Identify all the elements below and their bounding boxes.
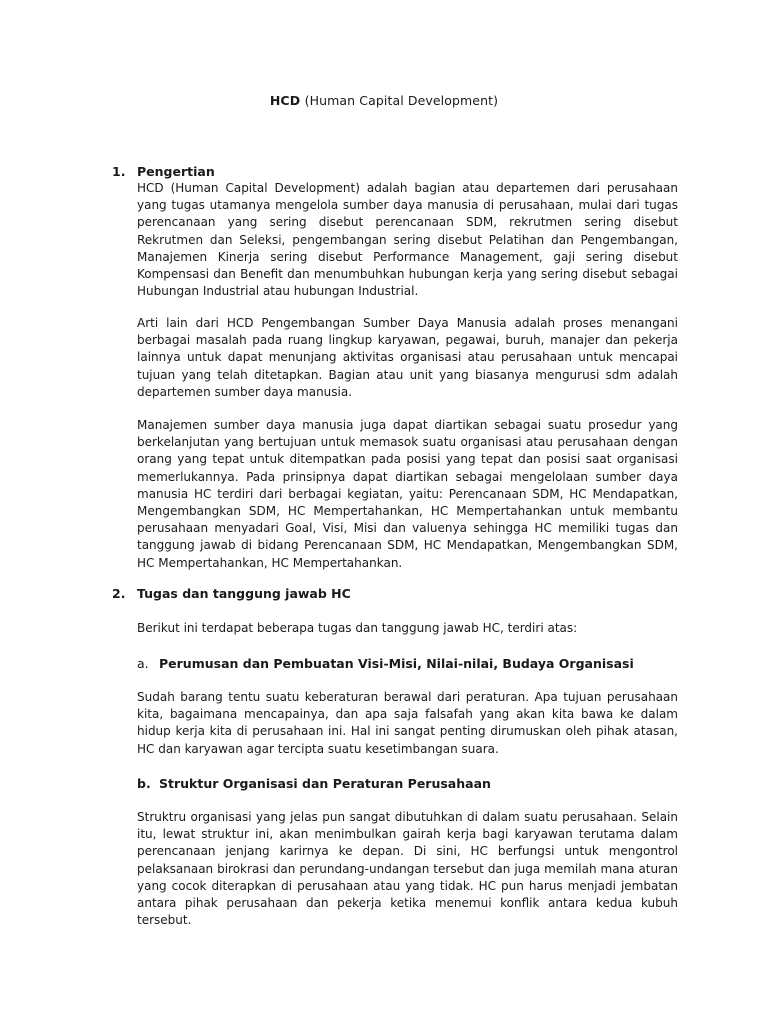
section-1-title: Pengertian [137,164,215,179]
subsection-a-paragraph: Sudah barang tentu suatu keberaturan berawal dari peraturan. Apa tujuan perusahaan kita, bagaimana mencapainya, dan apa saja falsafah yang akan kita bawa ke dalam hidup kerja kita di perusahaan ini. Hal ini sangat penting dirumuskan oleh pihak atasan, HC dan karyawan agar tercipta suatu kesetimbangan suara. [137,690,678,756]
section-1-paragraph-3: Manajemen sumber daya manusia juga dapat diartikan sebagai suatu prosedur yang berkelanjutan yang bertujuan untuk memasok suatu organisasi atau perusahaan dengan orang yang tepat untuk ditempatkan pada posisi yang tepat dan posisi saat organisasi memerlukannya. Pada prinsipnya dapat diartikan sebagai mengelolaan sumber daya manusia HC terdiri dari berbagai kegiatan, yaitu: Perencanaan SDM, HC Mendapatkan, Mengembangkan SDM, HC Mempertahankan, HC Mempertahankan untuk membantu perusahaan menyadari Goal, Visi, Misi dan valuenya sehingga HC memiliki tugas dan tanggung jawab di bidang Perencanaan SDM, HC Mendapatkan, Mengembangkan SDM, HC Mempertahankan, HC Mempertahankan. [137,418,678,570]
subsection-b-title: Struktur Organisasi dan Peraturan Perusahaan [159,776,491,791]
section-2-intro: Berikut ini terdapat beberapa tugas dan tanggung jawab HC, terdiri atas: [137,621,578,635]
subsection-a-title: Perumusan dan Pembuatan Visi-Misi, Nilai-nilai, Budaya Organisasi [159,656,634,671]
subsection-b-heading [137,776,491,791]
section-2-title: Tugas dan tanggung jawab HC [137,586,351,601]
document-title [0,93,768,108]
title-expansion: (Human Capital Development) [304,93,499,108]
subsection-a-heading [137,656,634,671]
section-1-number: 1. [112,164,126,179]
subsection-a-letter: a. [137,656,149,671]
section-1-paragraph-2: Arti lain dari HCD Pengembangan Sumber Daya Manusia adalah proses menangani berbagai masalah pada ruang lingkup karyawan, pegawai, buruh, manajer dan pekerja lainnya untuk dapat menunjang aktivitas organisasi atau perusahaan untuk mencapai tujuan yang telah ditetapkan. Bagian atau unit yang biasanya mengurusi sdm adalah departemen sumber daya manusia. [137,316,678,399]
section-1-paragraph-1: HCD (Human Capital Development) adalah bagian atau departemen dari perusahaan yang tugas utamanya mengelola sumber daya manusia di perusahaan, mulai dari tugas perencanaan yang sering disebut perencanaan SDM, rekrutmen sering disebut Rekrutmen dan Seleksi, pengembangan sering disebut Pelatihan dan Pengembangan, Manajemen Kinerja sering disebut Performance Management, gaji sering disebut Kompensasi dan Benefit dan menumbuhkan hubungan kerja yang sering disebut sebagai Hubungan Industrial atau hubungan Industrial. [137,181,678,299]
section-2-number: 2. [112,586,126,601]
section-2-heading [112,586,351,601]
subsection-b-paragraph: Struktru organisasi yang jelas pun sangat dibutuhkan di dalam suatu perusahaan. Selain itu, lewat struktur ini, akan menimbulkan gairah kerja bagi karyawan terutama dalam perencanaan jenjang karirnya ke depan. Di sini, HC berfungsi untuk mengontrol pelaksanaan birokrasi dan perundang-undangan tersebut dan juga memilah mana aturan yang cocok diterapkan di perusahaan atau yang tidak. HC pun harus menjadi jembatan antara pihak perusahaan dan pekerja ketika menemui konflik antara kedua kubuh tersebut. [137,810,678,928]
subsection-b-letter: b. [137,776,151,791]
section-1-heading [112,164,215,179]
title-abbrev: HCD [269,93,301,108]
